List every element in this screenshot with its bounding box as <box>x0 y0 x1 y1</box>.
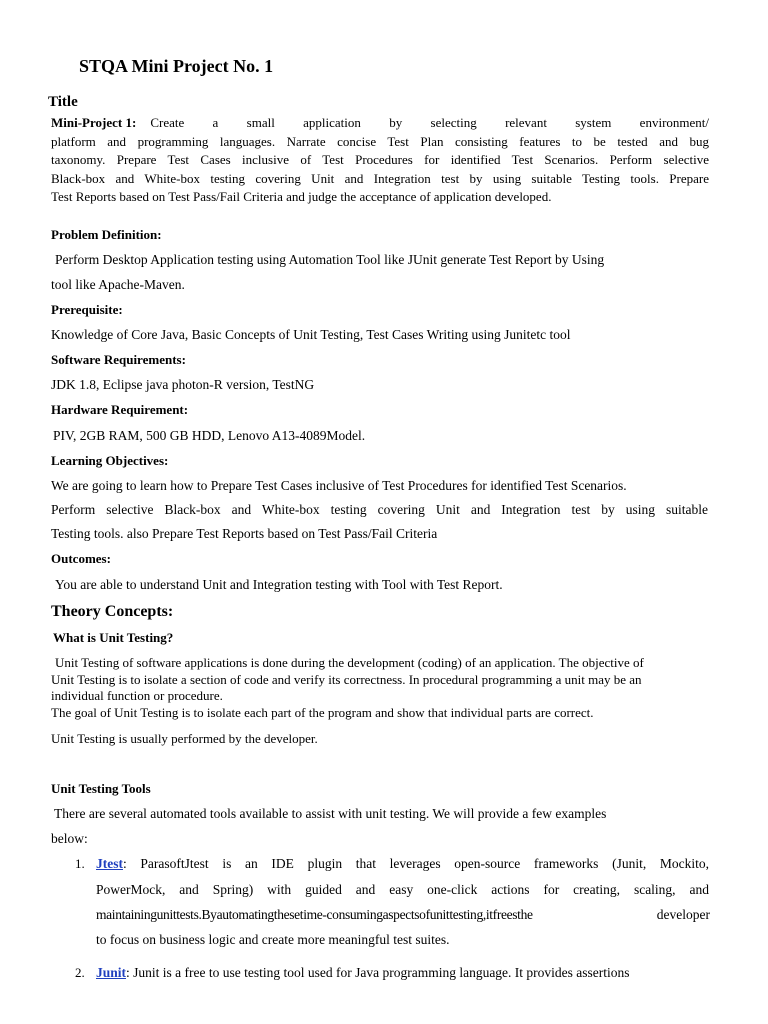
jtest-link[interactable]: Jtest <box>96 856 123 871</box>
unit-testing-question: What is Unit Testing? <box>53 630 174 645</box>
prerequisite-text: Knowledge of Core Java, Basic Concepts of Unit Testing, Test Cases Writing using Junitetc tool <box>51 327 571 342</box>
theory-concepts-heading: Theory Concepts: <box>51 603 174 620</box>
mini-project-label: Mini-Project 1: <box>51 115 137 130</box>
jtest-line-3 <box>96 907 710 923</box>
unit-testing-tools-label: Unit Testing Tools <box>51 781 151 796</box>
jtest-line-3-text: maintainingunittests.Byautomatingthesetime-consumingaspectsofunittesting,itfreesthe <box>96 907 533 922</box>
unit-testing-line-5: Unit Testing is usually performed by the developer. <box>51 731 318 746</box>
learning-objectives-line-1: We are going to learn how to Prepare Test Cases inclusive of Test Procedures for identified Test Scenarios. <box>51 478 627 493</box>
mini-project-line-1-text: Create a small application by selecting relevant system environment/ <box>150 115 709 130</box>
unit-testing-line-1: Unit Testing of software applications is done during the development (coding) of an application. The objective of <box>55 655 644 670</box>
tools-intro-line-2: below: <box>51 831 88 846</box>
mini-project-line-1 <box>51 114 709 133</box>
jtest-line-3-end: developer <box>656 907 710 922</box>
junit-line-1 <box>96 965 710 981</box>
unit-testing-paragraph <box>51 655 763 721</box>
problem-definition-line-2: tool like Apache-Maven. <box>51 277 185 292</box>
learning-objectives-line-2: Perform selective Black-box and White-box testing covering Unit and Integration test by using suitable <box>51 502 708 517</box>
mini-project-line-2: platform and programming languages. Narrate concise Test Plan consisting features to be tested and bug <box>51 133 709 149</box>
problem-definition-label: Problem Definition: <box>51 227 162 242</box>
prerequisite-label: Prerequisite: <box>51 302 123 317</box>
hardware-requirement-text: PIV, 2GB RAM, 500 GB HDD, Lenovo A13-4089Model. <box>53 428 366 443</box>
mini-project-line-4: Black-box and White-box testing covering Unit and Integration test by using suitable Testing tools. Prepare <box>51 170 709 186</box>
problem-definition-line-1: Perform Desktop Application testing using Automation Tool like JUnit generate Test Report by Using <box>55 252 605 267</box>
unit-testing-line-2: Unit Testing is to isolate a section of code and verify its correctness. In procedural programming a unit may be an <box>51 671 642 687</box>
junit-link[interactable]: Junit <box>96 965 127 980</box>
junit-line-1-text: : Junit is a free to use testing tool used for Java programming language. It provides assertions <box>126 965 630 980</box>
jtest-line-2: PowerMock, and Spring) with guided and easy one-click actions for creating, scaling, and <box>96 882 709 897</box>
software-requirements-label: Software Requirements: <box>51 352 186 367</box>
outcomes-label: Outcomes: <box>51 551 111 566</box>
hardware-requirement-label: Hardware Requirement: <box>51 402 189 417</box>
outcomes-text: You are able to understand Unit and Integration testing with Tool with Test Report. <box>55 577 503 592</box>
unit-testing-line-4: The goal of Unit Testing is to isolate each part of the program and show that individual parts are correct. <box>51 704 594 720</box>
software-requirements-text: JDK 1.8, Eclipse java photon-R version, TestNG <box>51 377 315 392</box>
mini-project-paragraph <box>51 114 709 207</box>
list-number-2: 2. <box>75 965 85 980</box>
title-heading: Title <box>48 94 78 110</box>
learning-objectives-label: Learning Objectives: <box>51 453 169 468</box>
tools-intro-line-1: There are several automated tools available to assist with unit testing. We will provide a few examples <box>54 806 607 821</box>
document-title: STQA Mini Project No. 1 <box>79 56 274 76</box>
learning-objectives-line-3: Testing tools. also Prepare Test Reports based on Test Pass/Fail Criteria <box>51 526 438 541</box>
list-number-1: 1. <box>75 856 85 871</box>
jtest-line-4: to focus on business logic and create more meaningful test suites. <box>96 932 450 947</box>
jtest-line-1 <box>96 856 709 872</box>
mini-project-line-3: taxonomy. Prepare Test Cases inclusive of Test Procedures for identified Test Scenarios. Perform selective <box>51 152 709 167</box>
jtest-line-1-text: : ParasoftJtest is an IDE plugin that leverages open-source frameworks (Junit, Mockito, <box>123 856 709 871</box>
mini-project-line-5: Test Reports based on Test Pass/Fail Criteria and judge the acceptance of application developed. <box>51 189 552 204</box>
unit-testing-line-3: individual function or procedure. <box>51 688 223 703</box>
